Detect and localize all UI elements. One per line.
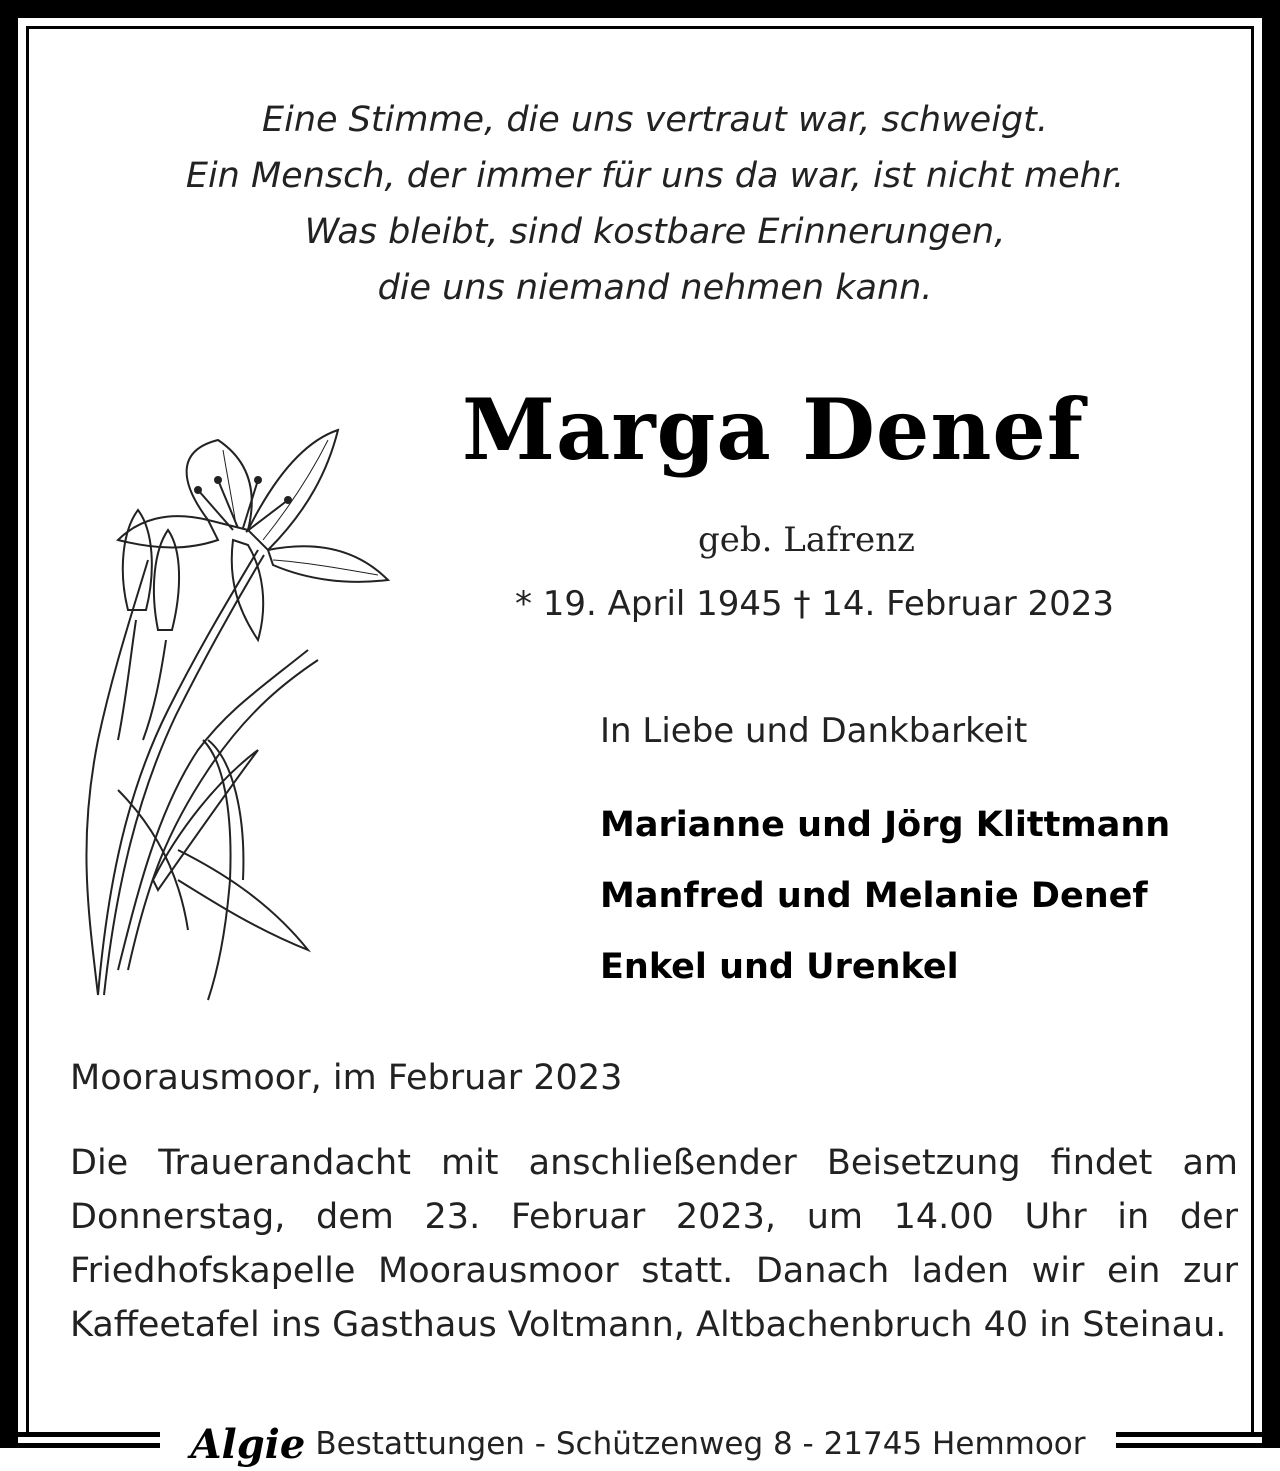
service-notice: Die Trauerandacht mit anschließender Beisetzung findet am Donnerstag, dem 23. Februar 2023, um 14.00 Uhr in der Friedhofskapelle Moorausmoor statt. Danach laden wir ein zur Kaffeetafel ins Gasthaus Voltmann, Altbachenbruch 40 in Steinau. bbox=[70, 1143, 1238, 1345]
poem-line: die uns niemand nehmen kann. bbox=[377, 268, 933, 308]
maiden-name: geb. Lafrenz bbox=[698, 520, 915, 560]
funeral-home-address: Bestattungen - Schützenweg 8 - 21745 Hemmoor bbox=[315, 1426, 1086, 1462]
mourner-name: Marianne und Jörg Klittmann bbox=[600, 805, 1171, 845]
funeral-home-logo: Algie bbox=[190, 1420, 306, 1468]
poem-line: Eine Stimme, die uns vertraut war, schweigt. bbox=[262, 100, 1048, 140]
life-dates: * 19. April 1945 † 14. Februar 2023 bbox=[514, 584, 1115, 624]
lily-flower-icon bbox=[58, 410, 398, 1010]
poem bbox=[0, 92, 1280, 316]
poem-line: Ein Mensch, der immer für uns da war, ist nicht mehr. bbox=[185, 156, 1125, 196]
footer-rule-left bbox=[0, 1432, 160, 1448]
place-date: Moorausmoor, im Februar 2023 bbox=[70, 1058, 623, 1098]
mourners-list bbox=[600, 790, 1170, 1003]
footer-rule-right bbox=[1116, 1432, 1280, 1448]
mourner-name: Enkel und Urenkel bbox=[600, 947, 959, 987]
footer bbox=[160, 1422, 1116, 1466]
dedication: In Liebe und Dankbarkeit bbox=[600, 711, 1028, 751]
mourner-name: Manfred und Melanie Denef bbox=[600, 876, 1148, 916]
deceased-name: Marga Denef bbox=[462, 380, 1085, 479]
poem-line: Was bleibt, sind kostbare Erinnerungen, bbox=[304, 212, 1006, 252]
border-top bbox=[0, 0, 1280, 18]
